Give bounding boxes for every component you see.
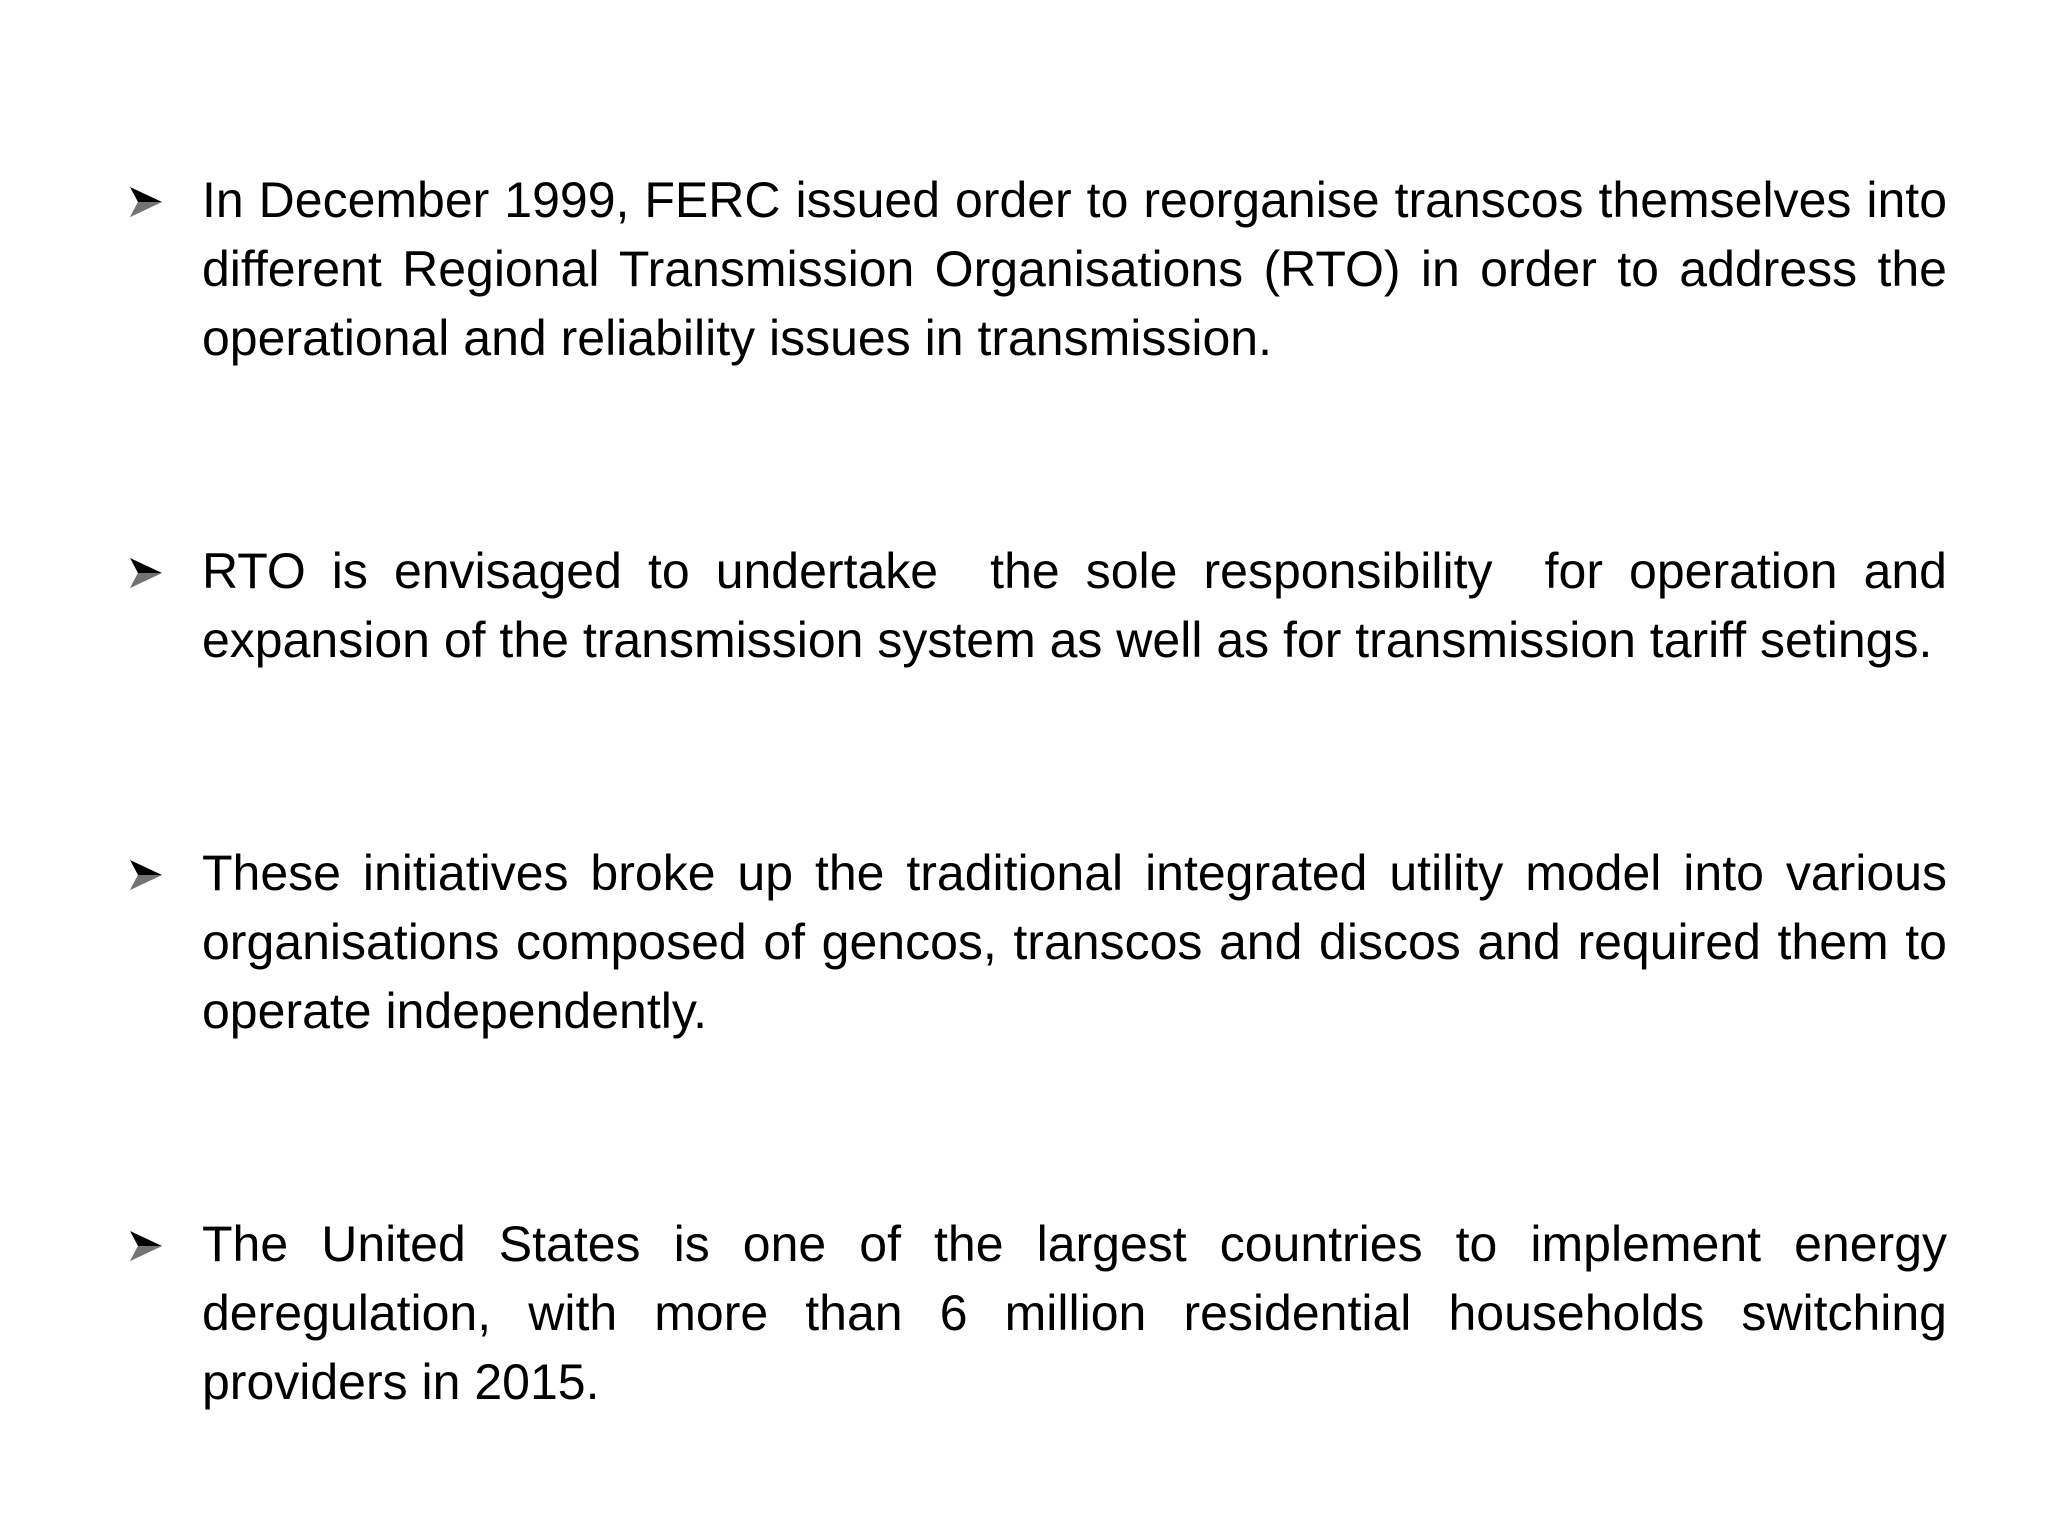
- arrow-bullet-icon: [128, 555, 164, 591]
- bullet-item-4: [122, 1210, 1961, 1417]
- bullet-text-1: In December 1999, FERC issued order to reorganise transcos themselves into different Regional Transmission Organisations (RTO) in order to address the operational and reliability issues in transmission.: [202, 172, 1961, 366]
- arrow-bullet-icon: [128, 1228, 164, 1264]
- arrow-bullet-icon: [128, 857, 164, 893]
- arrow-bullet-icon: [128, 184, 164, 220]
- bullet-item-2: [122, 537, 1961, 675]
- bullet-text-3: These initiatives broke up the traditional integrated utility model into various organisations composed of gencos, transcos and discos and required them to operate independently.: [202, 845, 1961, 1039]
- bullet-item-3: [122, 839, 1961, 1046]
- bullet-text-4: The United States is one of the largest countries to implement energy deregulation, with more than 6 million residential households switching providers in 2015.: [202, 1216, 1961, 1410]
- bullet-item-1: [122, 166, 1961, 373]
- bullet-text-2: RTO is envisaged to undertake the sole responsibility for operation and expansion of the transmission system as well as for transmission tariff setings.: [202, 543, 1961, 668]
- bullet-list: [122, 166, 1961, 1417]
